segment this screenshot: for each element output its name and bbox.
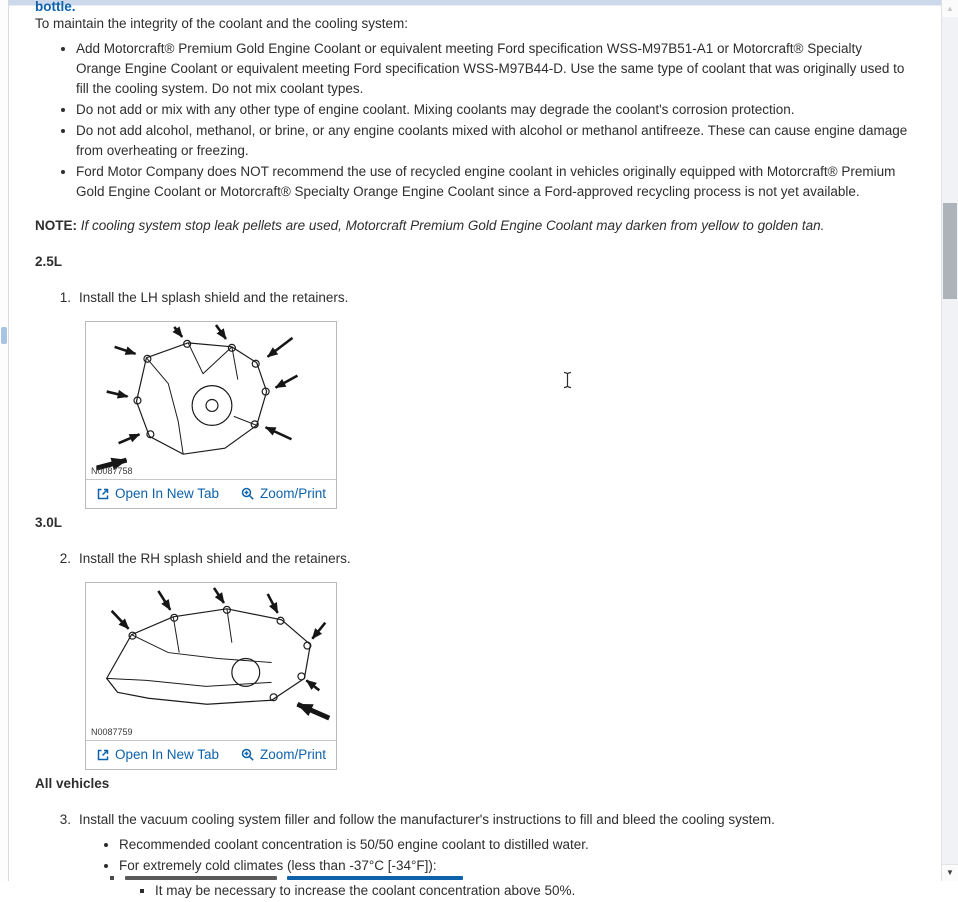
scrollbar[interactable]: [941, 0, 958, 881]
step-3-text: Install the vacuum cooling system filler and follow the manufacturer's instructions to fill and bleed the cooling system.: [79, 812, 775, 827]
bullet-text: For extremely cold climates (less than -37°C [-34°F]):: [119, 858, 437, 873]
step-text: [79, 810, 909, 902]
clipped-heading-text: bottle.: [35, 0, 76, 14]
step-3-bullet-list: [79, 835, 909, 901]
scroll-up-button[interactable]: [942, 0, 958, 17]
clipped-bullet: [110, 876, 114, 880]
section-heading-25l: 2.5L: [35, 254, 63, 269]
note-text: If cooling system stop leak pellets are used, Motorcraft Premium Gold Engine Coolant may darken from yellow to golden tan.: [80, 218, 825, 233]
scroll-down-button[interactable]: [942, 864, 958, 881]
step-1: [57, 288, 909, 308]
zoom-print-icon: [241, 748, 255, 762]
note-paragraph: [35, 216, 909, 236]
clipped-text-row: [9, 875, 941, 881]
bullet-item: • Do not add alcohol, methanol, or brine, or any engine coolants mixed with alcohol or methanol antifreeze. These can cause engine damage from overheating or freezing.: [76, 121, 909, 161]
step-number: 2.: [59, 551, 71, 566]
document-content: [9, 0, 941, 898]
open-in-new-tab-label: Open In New Tab: [115, 747, 220, 762]
zoom-print-icon: [241, 487, 255, 501]
note-label: NOTE:: [35, 218, 77, 233]
open-in-new-tab-label: Open In New Tab: [115, 486, 220, 501]
figure-actions: [86, 741, 336, 769]
step-text: Install the RH splash shield and the retainers.: [79, 551, 351, 566]
step-3: [57, 810, 909, 902]
clipped-heading: [35, 0, 909, 14]
section-heading-all-vehicles: All vehicles: [35, 776, 110, 791]
left-panel-edge: [0, 0, 9, 881]
figure-actions: [86, 480, 336, 508]
bullet-item: • Do not add or mix with any other type of engine coolant. Mixing coolants may degrade the coolant's corrosion protection.: [76, 100, 909, 120]
sub-bullet-item: ▪ It may be necessary to increase the coolant concentration above 50%.: [155, 881, 909, 901]
clipped-link-fragment: [287, 876, 463, 880]
open-in-new-tab-icon: [96, 487, 110, 501]
step-number: 1.: [59, 290, 71, 305]
zoom-print-label: Zoom/Print: [259, 747, 326, 762]
bullet-item: • Ford Motor Company does NOT recommend the use of recycled engine coolant in vehicles originally equipped with Motorcraft® Premium Gold Engine Coolant or Motorcraft® Specialty Orange Engine Coolant since a Ford-approved recycling process is not yet available.: [76, 162, 909, 202]
open-in-new-tab-icon: [96, 748, 110, 762]
left-panel-fragment: [1, 327, 7, 344]
figure-rh-splash-shield: [85, 582, 337, 770]
zoom-print-link[interactable]: [241, 484, 326, 504]
scrollbar-thumb[interactable]: [943, 203, 957, 299]
section-heading-30l: 3.0L: [35, 515, 63, 530]
clipped-text-fragment: [125, 876, 277, 880]
figure-lh-splash-shield: [85, 321, 337, 509]
step-2: [57, 549, 909, 569]
splash-shield-lh-diagram: [86, 322, 336, 479]
step-text: Install the LH splash shield and the retainers.: [79, 290, 349, 305]
splash-shield-rh-diagram: [86, 583, 336, 740]
open-in-new-tab-link[interactable]: [96, 745, 219, 765]
cold-climate-sublist: [119, 881, 909, 901]
figure-image: [86, 583, 336, 741]
figure-image: [86, 322, 336, 480]
figure-number-label: N0087759: [91, 727, 133, 737]
zoom-print-label: Zoom/Print: [259, 486, 326, 501]
open-in-new-tab-link[interactable]: [96, 484, 219, 504]
zoom-print-link[interactable]: [241, 745, 326, 765]
step-number: 3.: [59, 812, 71, 827]
figure-number-label: N0087758: [91, 466, 133, 476]
bullet-item: • Recommended coolant concentration is 50/50 engine coolant to distilled water.: [119, 835, 909, 855]
intro-paragraph: To maintain the integrity of the coolant and the cooling system:: [35, 16, 408, 31]
bullet-item: • Add Motorcraft® Premium Gold Engine Coolant or equivalent meeting Ford specification WSS-M97B51-A1 or Motorcraft® Specialty Orange Engine Coolant or equivalent meeting Ford specification WSS-M97B44-D. Use the same type of coolant that was originally used to fill the cooling system. Do not mix coolant types.: [76, 39, 909, 99]
coolant-bullet-list: [35, 39, 909, 202]
